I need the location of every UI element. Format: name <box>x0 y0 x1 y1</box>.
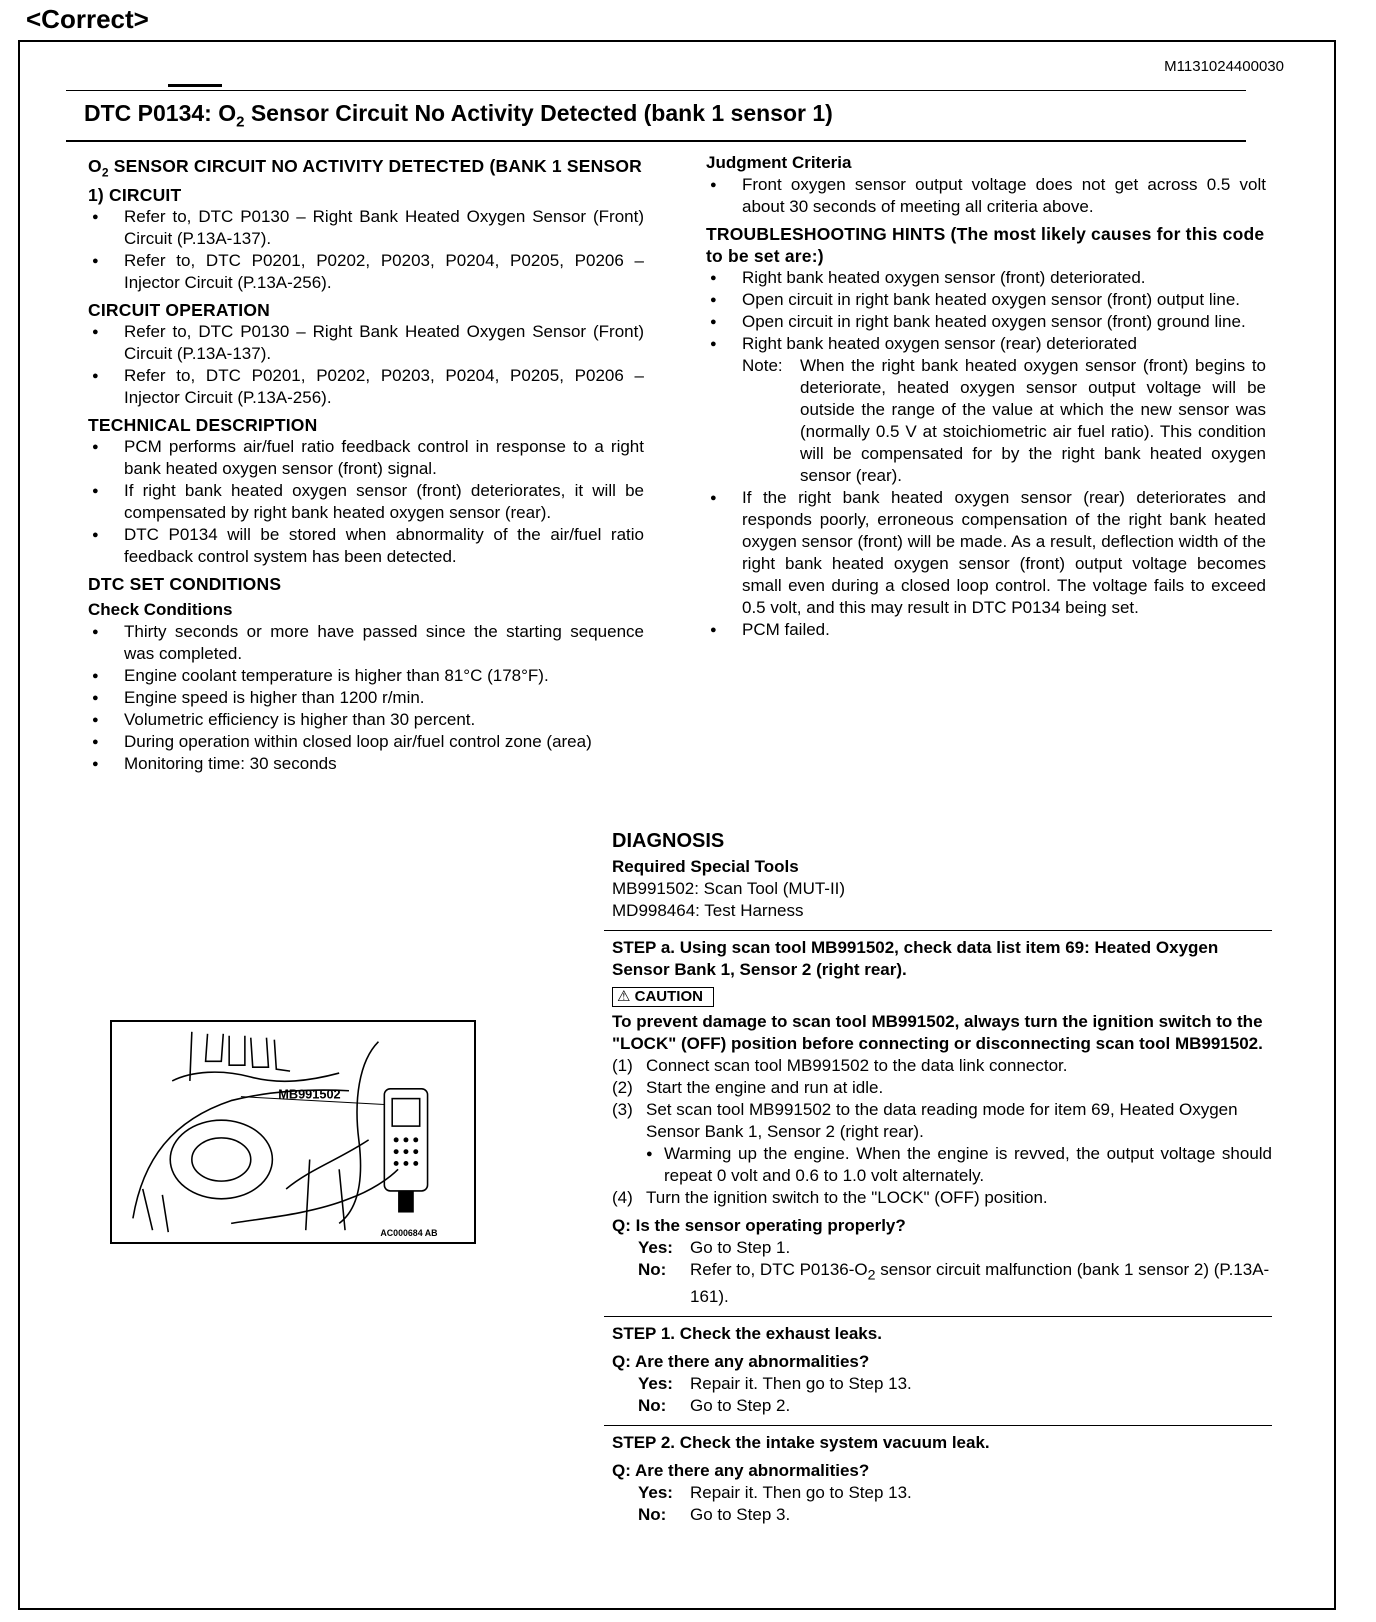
illustration-svg <box>112 1022 474 1242</box>
note-text: When the right bank heated oxygen sensor (front) begins to deteriorate, heated oxygen sensor output voltage will be outside the range of the value at which the new sensor was (normally 0.5 V at stoichiometric air fuel ratio). This condition will be compensated for by the right bank heated oxygen sensor (rear). <box>800 356 1266 485</box>
section-technical-heading: TECHNICAL DESCRIPTION <box>88 414 318 435</box>
answer-no: No: Go to Step 2. <box>638 1396 791 1416</box>
step-divider <box>604 1425 1272 1426</box>
list-item: ● Refer to, DTC P0201, P0202, P0203, P0204, P0205, P0206 – Injector Circuit (P.13A-256). <box>88 250 644 294</box>
caution-label: ⚠ CAUTION <box>612 987 714 1007</box>
list-item: ● Refer to, DTC P0130 – Right Bank Heated Oxygen Sensor (Front) Circuit (P.13A-137). <box>88 206 644 250</box>
list-item: ● PCM failed. <box>706 619 1266 641</box>
page-title: DTC P0134: $O_2$ Sensor Circuit No Activity Detected (bank 1 sensor 1) <box>84 100 833 131</box>
list-item: ● Front oxygen sensor output voltage does not get across 0.5 volt about 30 seconds of meeting all criteria above. <box>706 174 1266 218</box>
answer-yes: Yes: Go to Step 1. <box>638 1238 791 1257</box>
check-conditions-list <box>88 621 644 775</box>
procedure-step: (4) Turn the ignition switch to the "LOCK" (OFF) position. <box>612 1188 1048 1207</box>
list-item: ● Open circuit in right bank heated oxygen sensor (front) output line. <box>706 289 1266 311</box>
step-2-title: STEP 2. Check the intake system vacuum leak. <box>612 1433 990 1453</box>
caution-text: To prevent damage to scan tool MB991502, always turn the ignition switch to the "LOCK" (OFF) position before connecting or disconnecting scan tool MB991502. <box>612 1012 1263 1053</box>
list-item: ● Open circuit in right bank heated oxygen sensor (front) ground line. <box>706 311 1266 333</box>
step-1-question: Q: Are there any abnormalities? <box>612 1352 870 1372</box>
tools-heading: Required Special Tools <box>612 857 799 876</box>
top-rule <box>66 90 1246 91</box>
list-item: ● DTC P0134 will be stored when abnormality of the air/fuel ratio feedback control system has been detected. <box>88 524 644 568</box>
diagnosis-heading: DIAGNOSIS <box>612 830 725 852</box>
section-circuit-heading: $O_2$ SENSOR CIRCUIT NO ACTIVITY DETECTED (BANK 1 SENSOR 1) CIRCUIT <box>88 156 642 205</box>
step-a-procedure <box>612 1055 1272 1143</box>
step-a-title: STEP a. Using scan tool MB991502, check data list item 69: Heated Oxygen Sensor Bank 1, Sensor 2 (right rear). <box>612 938 1219 979</box>
note-label: Note: <box>742 356 783 375</box>
answer-yes: Yes: Repair it. Then go to Step 13. <box>638 1483 912 1503</box>
section-set-conditions-heading: DTC SET CONDITIONS <box>88 573 282 594</box>
figure-label: MB991502 <box>278 1086 341 1102</box>
list-item: ● During operation within closed loop air/fuel control zone (area) <box>88 731 644 753</box>
title-rule <box>66 140 1246 142</box>
answer-no: No: Refer to, DTC $P0136-O_2$ sensor circuit malfunction (bank 1 sensor 2) (P.13A-161). <box>638 1260 1270 1307</box>
header-bar <box>168 84 222 87</box>
panel-line <box>172 1072 339 1081</box>
answer-no: No: Go to Step 3. <box>638 1505 791 1525</box>
document-id: M1131024400030 <box>1164 58 1284 75</box>
correction-header: <Correct> <box>26 4 149 34</box>
list-item: ● Refer to, DTC P0130 – Right Bank Heated Oxygen Sensor (Front) Circuit (P.13A-137). <box>88 321 644 365</box>
steering-inner <box>192 1138 251 1181</box>
tool-cable <box>339 1042 378 1224</box>
procedure-step: (2) Start the engine and run at idle. <box>612 1078 884 1097</box>
technical-list <box>88 436 644 568</box>
step-divider <box>604 930 1272 931</box>
procedure-step: (1) Connect scan tool MB991502 to the data link connector. <box>612 1056 1068 1075</box>
answer-yes: Yes: Repair it. Then go to Step 13. <box>638 1374 912 1394</box>
check-conditions-heading: Check Conditions <box>88 599 233 619</box>
hints-list-continued <box>706 487 1266 641</box>
vent-lines <box>190 1032 290 1081</box>
circuit-list <box>88 206 644 294</box>
list-item: ● Thirty seconds or more have passed since the starting sequence was completed. <box>88 621 644 665</box>
right-column <box>706 152 1266 641</box>
diagnosis-section <box>612 830 1272 1526</box>
cable-line <box>286 1140 369 1189</box>
tool-item: MD998464: Test Harness <box>612 901 804 920</box>
list-item: ● If right bank heated oxygen sensor (front) deteriorates, it will be compensated by right bank heated oxygen sensor (rear). <box>88 480 644 524</box>
left-column <box>88 155 644 775</box>
list-item: ● Refer to, DTC P0201, P0202, P0203, P0204, P0205, P0206 – Injector Circuit (P.13A-256). <box>88 365 644 409</box>
scan-tool-screen <box>392 1099 420 1127</box>
steering-column <box>170 1120 272 1199</box>
procedure-step: (3) Set scan tool MB991502 to the data reading mode for item 69, Heated Oxygen Sensor Bank 1, Sensor 2 (right rear). <box>612 1100 1238 1141</box>
list-item: ● Volumetric efficiency is higher than 30 percent. <box>88 709 644 731</box>
section-operation-heading: CIRCUIT OPERATION <box>88 299 270 320</box>
scan-tool-illustration <box>110 1020 476 1244</box>
list-item: ● Right bank heated oxygen sensor (front) deteriorated. <box>706 267 1266 289</box>
judgment-heading: Judgment Criteria <box>706 153 852 172</box>
lower-cable <box>231 1169 398 1223</box>
step-a-procedure-end <box>612 1187 1272 1209</box>
step-divider <box>604 1316 1272 1317</box>
list-item: ● Monitoring time: 30 seconds <box>88 753 644 775</box>
operation-list <box>88 321 644 409</box>
figure-code: AC000684 AB <box>380 1228 438 1239</box>
list-item: ● Right bank heated oxygen sensor (rear) deteriorated <box>706 333 1266 355</box>
hints-note <box>706 355 1266 487</box>
list-item: ● Engine speed is higher than 1200 r/min. <box>88 687 644 709</box>
hints-list <box>706 267 1266 355</box>
judgment-list <box>706 174 1266 218</box>
list-item: ● Engine coolant temperature is higher than 81°C (178°F). <box>88 665 644 687</box>
step-1-title: STEP 1. Check the exhaust leaks. <box>612 1324 882 1344</box>
list-item: ● PCM performs air/fuel ratio feedback control in response to a right bank heated oxygen sensor (front) signal. <box>88 436 644 480</box>
hints-heading: TROUBLESHOOTING HINTS (The most likely causes for this code to be set are:) <box>706 224 1265 266</box>
dash-outline <box>133 1090 349 1218</box>
procedure-sub-bullet: ● Warming up the engine. When the engine is revved, the output voltage should repeat 0 volt and 0.6 to 1.0 volt alternately. <box>612 1143 1272 1187</box>
tool-item: MB991502: Scan Tool (MUT-II) <box>612 879 846 898</box>
step-a-question: Q: Is the sensor operating properly? <box>612 1216 906 1235</box>
list-item: ● If the right bank heated oxygen sensor (rear) deteriorates and responds poorly, erroneous compensation of the right bank heated oxygen sensor (front) will be made. As a result, deflection width of the right bank heated oxygen sensor (front) output voltage becomes small even during a closed loop control. The voltage fails to exceed 0.5 volt, and this may result in DTC P0134 being set. <box>706 487 1266 619</box>
step-2-question: Q: Are there any abnormalities? <box>612 1461 870 1481</box>
